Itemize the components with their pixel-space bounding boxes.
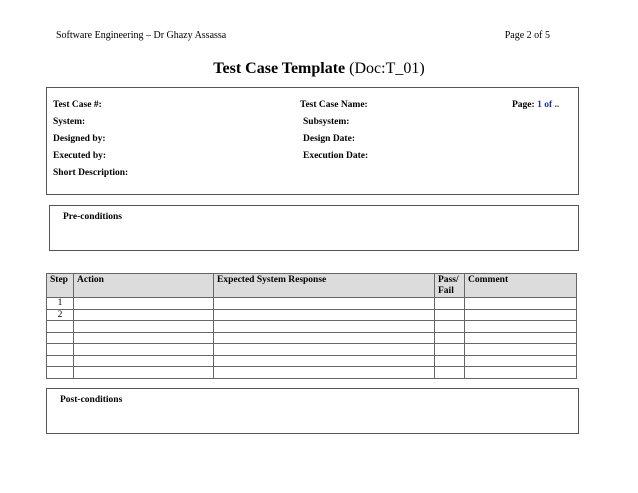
expected-response-cell [214, 367, 435, 379]
pass-fail-cell [435, 298, 465, 310]
designed-by-label: Designed by: [53, 134, 106, 144]
step-cell: 2 [47, 309, 74, 321]
pass-fail-cell [435, 309, 465, 321]
comment-cell [465, 321, 577, 333]
pass-fail-cell [435, 344, 465, 356]
execution-date-label: Execution Date: [303, 151, 369, 161]
subsystem-label: Subsystem: [303, 117, 350, 127]
expected-response-cell [214, 332, 435, 344]
table-row [47, 367, 577, 379]
step-cell: 1 [47, 298, 74, 310]
column-header-expected-response: Expected System Response [214, 274, 435, 298]
step-cell [47, 321, 74, 333]
executed-by-label: Executed by: [53, 151, 107, 161]
step-cell [47, 367, 74, 379]
comment-cell [465, 309, 577, 321]
comment-cell [465, 367, 577, 379]
expected-response-cell [214, 321, 435, 333]
preconditions-label: Pre-conditions [63, 212, 122, 222]
table-header-row [47, 274, 577, 298]
column-header-comment: Comment [465, 274, 577, 298]
pass-fail-cell [435, 355, 465, 367]
title-main: Test Case Template [213, 60, 346, 77]
comment-cell [465, 298, 577, 310]
action-cell [74, 321, 214, 333]
document-title [0, 60, 638, 78]
expected-response-cell [214, 355, 435, 367]
table-row [47, 344, 577, 356]
action-cell [74, 332, 214, 344]
comment-cell [465, 332, 577, 344]
page-number: Page 2 of 5 [504, 30, 550, 41]
system-label: System: [53, 117, 86, 127]
table-row [47, 321, 577, 333]
table-row [47, 332, 577, 344]
page-field [512, 100, 559, 110]
pass-fail-cell [435, 367, 465, 379]
action-cell [74, 309, 214, 321]
short-description-label: Short Description: [53, 168, 129, 178]
running-header-left: Software Engineering – Dr Ghazy Assassa [56, 30, 227, 41]
page-label: Page: [512, 100, 535, 110]
expected-response-cell [214, 344, 435, 356]
action-cell [74, 367, 214, 379]
step-cell [47, 332, 74, 344]
action-cell [74, 344, 214, 356]
title-doc-id: (Doc:T_01) [345, 60, 425, 77]
table-row [47, 298, 577, 310]
action-cell [74, 355, 214, 367]
column-header-step: Step [47, 274, 74, 298]
expected-response-cell [214, 298, 435, 310]
test-case-name-label: Test Case Name: [300, 100, 368, 110]
pass-fail-cell [435, 332, 465, 344]
table-row [47, 355, 577, 367]
expected-response-cell [214, 309, 435, 321]
preconditions-box [49, 205, 579, 251]
test-case-info-box [46, 87, 579, 195]
action-cell [74, 298, 214, 310]
design-date-label: Design Date: [303, 134, 355, 144]
table-row [47, 309, 577, 321]
step-cell [47, 355, 74, 367]
page-value: 1 of .. [537, 100, 560, 110]
comment-cell [465, 355, 577, 367]
postconditions-box [46, 388, 579, 434]
step-cell [47, 344, 74, 356]
postconditions-label: Post-conditions [60, 395, 123, 405]
test-steps-table [46, 273, 577, 379]
pass-fail-cell [435, 321, 465, 333]
column-header-action: Action [74, 274, 214, 298]
column-header-pass-fail: Pass/ Fail [435, 274, 465, 298]
test-case-number-label: Test Case #: [53, 100, 102, 110]
comment-cell [465, 344, 577, 356]
